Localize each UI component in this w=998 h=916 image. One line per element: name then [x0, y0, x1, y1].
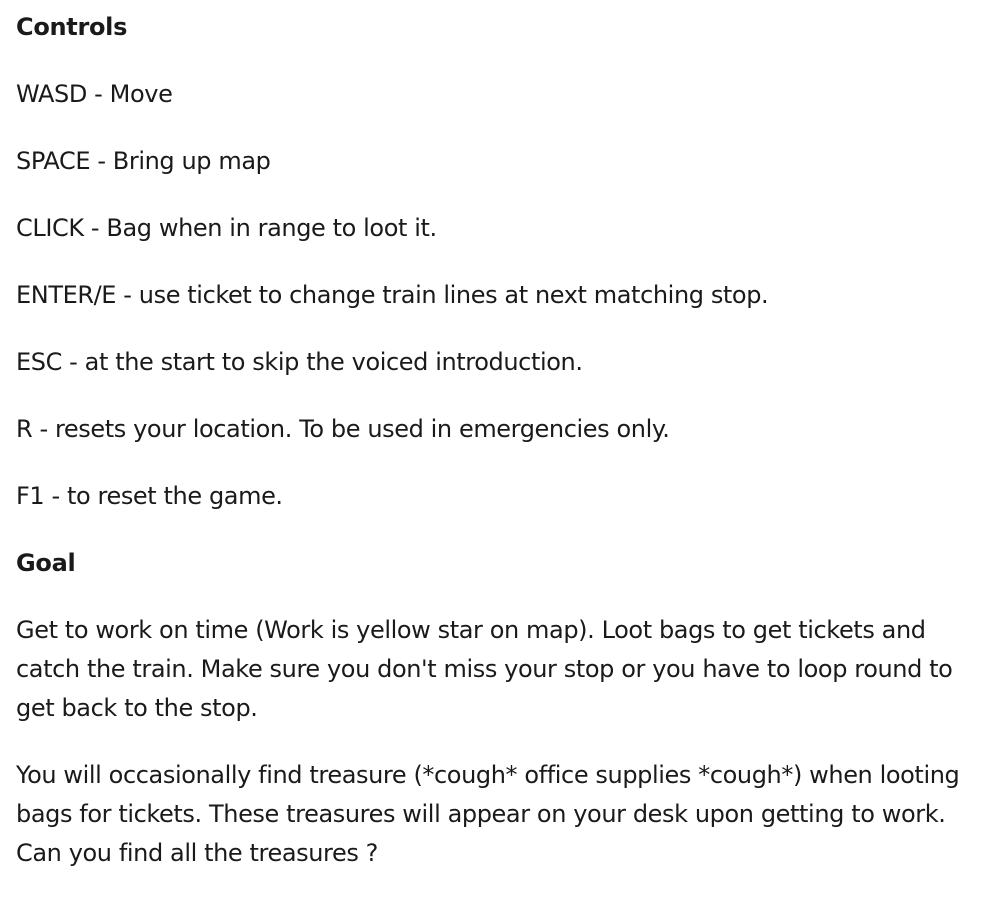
- control-ticket: ENTER/E - use ticket to change train lines at next matching stop.: [16, 281, 769, 309]
- control-loot: CLICK - Bag when in range to loot it.: [16, 214, 437, 242]
- control-reset-game: F1 - to reset the game.: [16, 482, 283, 510]
- control-map: SPACE - Bring up map: [16, 147, 271, 175]
- controls-heading: Controls: [16, 13, 128, 41]
- treasure-paragraph: You will occasionally find treasure (*cough* office supplies *cough*) when looting bags for tickets. These treasures will appear on your desk upon getting to work. Can you find all the treasures ?: [16, 761, 960, 867]
- goal-paragraph: Get to work on time (Work is yellow star on map). Loot bags to get tickets and catch the train. Make sure you don't miss your stop or you have to loop round to get back to the stop.: [16, 616, 953, 722]
- control-skip-intro: ESC - at the start to skip the voiced introduction.: [16, 348, 583, 376]
- goal-heading: Goal: [16, 549, 76, 577]
- control-reset-location: R - resets your location. To be used in emergencies only.: [16, 415, 670, 443]
- control-move: WASD - Move: [16, 80, 173, 108]
